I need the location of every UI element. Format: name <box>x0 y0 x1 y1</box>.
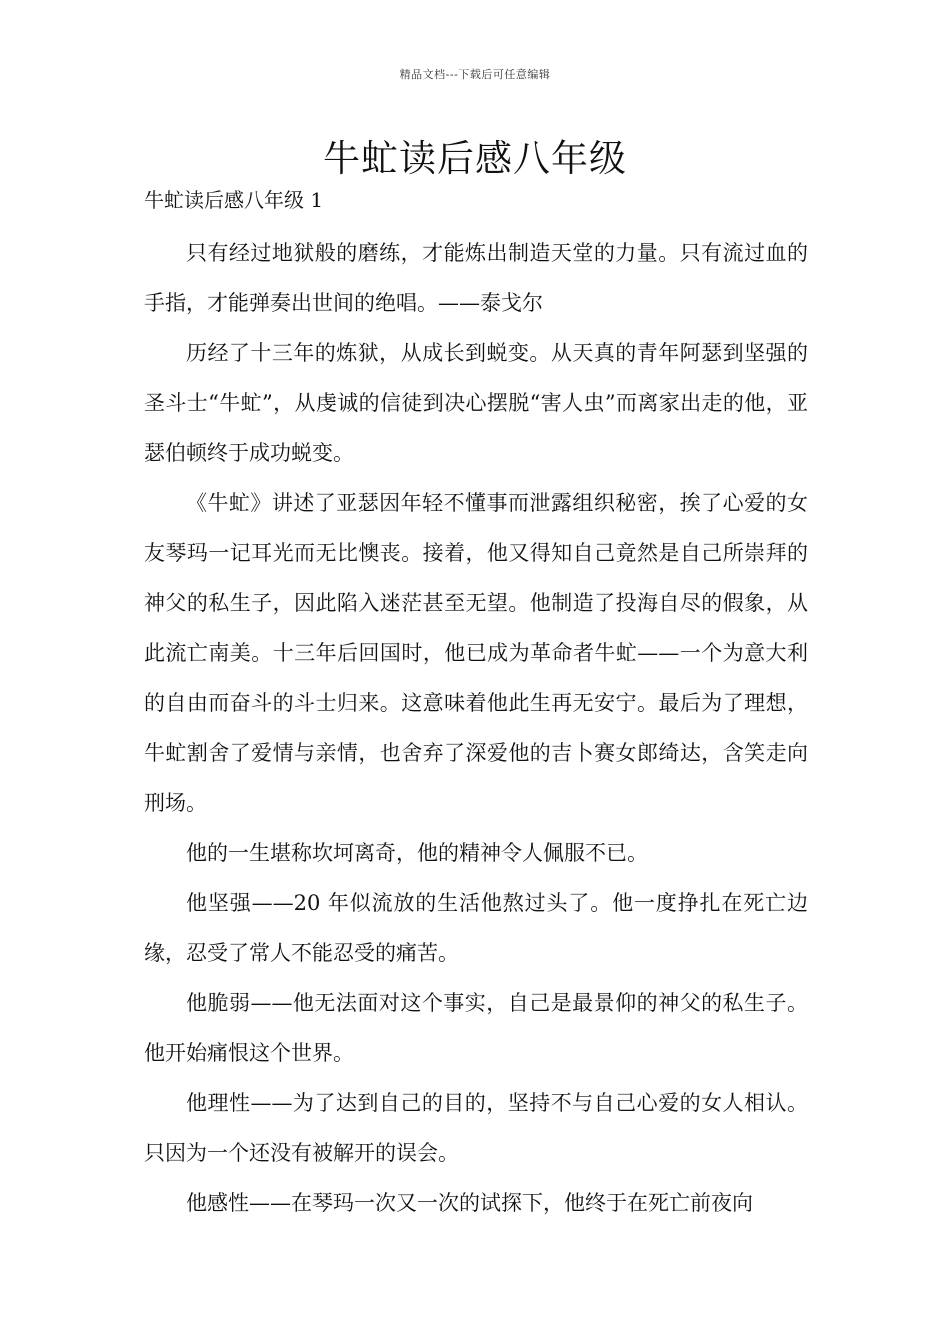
paragraph: 只有经过地狱般的磨练，才能炼出制造天堂的力量。只有流过血的手指，才能弹奏出世间的绝唱。——泰戈尔 <box>144 241 808 315</box>
paragraph: 《牛虻》讲述了亚瑟因年轻不懂事而泄露组织秘密，挨了心爱的女友琴玛一记耳光而无比懊丧。接着，他又得知自己竟然是自己所崇拜的神父的私生子，因此陷入迷茫甚至无望。他制造了投海自尽的假象，从此流亡南美。十三年后回国时，他已成为革命者牛虻——一个为意大利的自由而奋斗的斗士归来。这意味着他此生再无安宁。最后为了理想，牛虻割舍了爱情与亲情，也舍弃了深爱他的吉卜赛女郎绮达，含笑走向刑场。 <box>144 491 808 815</box>
header-note: 精品文档---下载后可任意编辑 <box>399 68 551 81</box>
paragraph: 他脆弱——他无法面对这个事实，自己是最景仰的神父的私生子。他开始痛恨这个世界。 <box>144 991 808 1065</box>
section-heading: 牛虻读后感八年级 1 <box>144 188 324 212</box>
paragraph: 他坚强——20 年似流放的生活他熬过头了。他一度挣扎在死亡边缘，忍受了常人不能忍受的痛苦。 <box>144 891 808 965</box>
paragraph: 他的一生堪称坎坷离奇，他的精神令人佩服不已。 <box>186 841 648 865</box>
document-body <box>144 182 808 1228</box>
paragraph: 他感性——在琴玛一次又一次的试探下，他终于在死亡前夜向 <box>186 1191 753 1215</box>
paragraph: 他理性——为了达到自己的目的，坚持不与自己心爱的女人相认。只因为一个还没有被解开的误会。 <box>144 1091 808 1165</box>
document-title: 牛虻读后感八年级 <box>323 137 627 180</box>
paragraph: 历经了十三年的炼狱，从成长到蜕变。从天真的青年阿瑟到坚强的圣斗士“牛虻”，从虔诚的信徒到决心摆脱“害人虫”而离家出走的他，亚瑟伯顿终于成功蜕变。 <box>144 341 808 465</box>
